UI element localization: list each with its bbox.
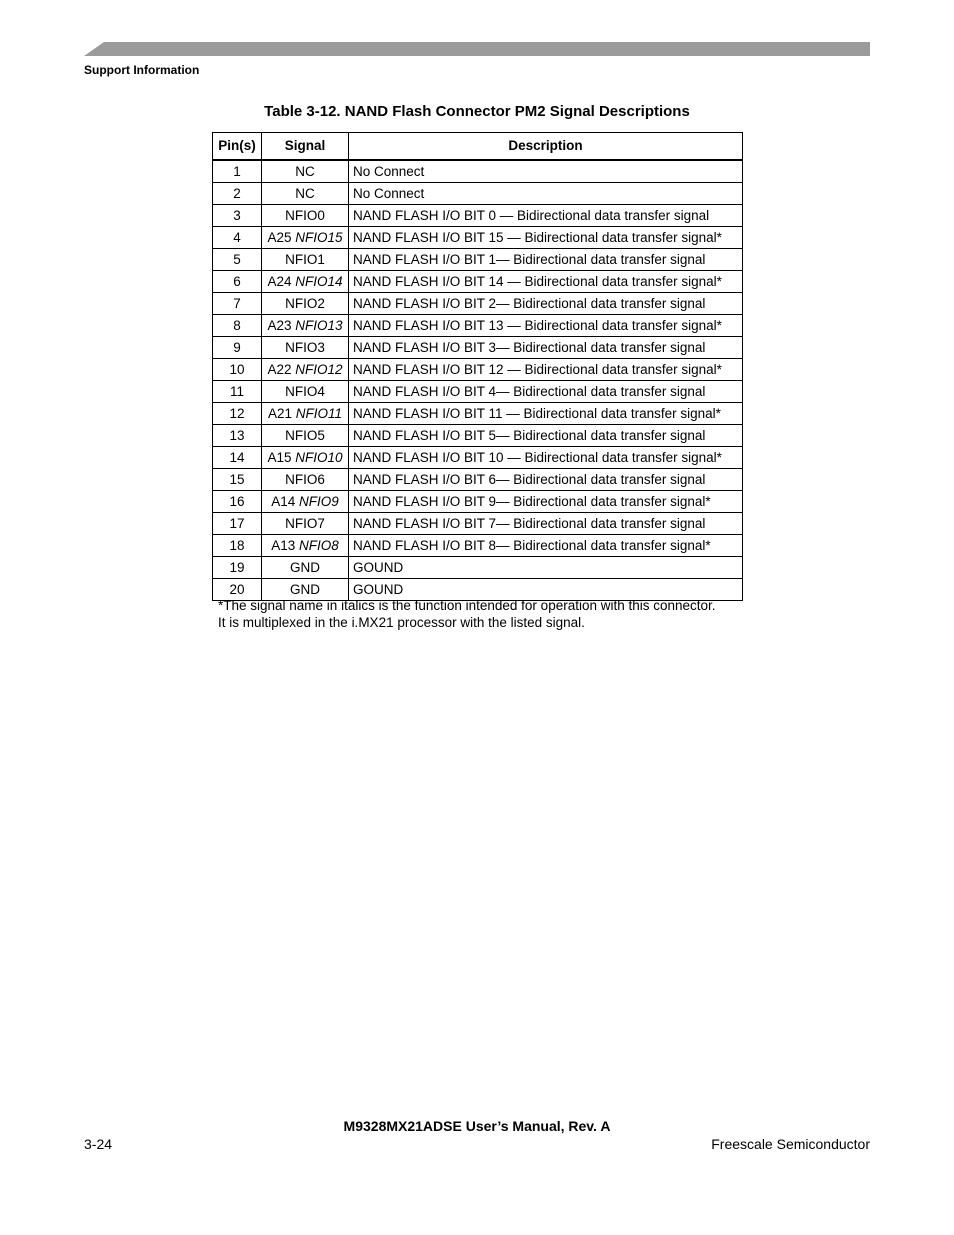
signal-cell [262, 227, 349, 249]
pin-cell: 11 [213, 381, 262, 403]
pin-cell: 5 [213, 249, 262, 271]
description-cell: NAND FLASH I/O BIT 11 — Bidirectional data transfer signal* [349, 403, 743, 425]
description-cell: NAND FLASH I/O BIT 12 — Bidirectional data transfer signal* [349, 359, 743, 381]
description-cell: NAND FLASH I/O BIT 1— Bidirectional data transfer signal [349, 249, 743, 271]
pin-cell: 2 [213, 183, 262, 205]
pin-cell: 13 [213, 425, 262, 447]
table-row [213, 271, 743, 293]
table-row [213, 293, 743, 315]
description-cell: NAND FLASH I/O BIT 9— Bidirectional data transfer signal* [349, 491, 743, 513]
pin-cell: 3 [213, 205, 262, 227]
signal-alt-name: NFIO11 [295, 405, 343, 421]
pin-cell: 12 [213, 403, 262, 425]
signal-cell [262, 491, 349, 513]
section-label: Support Information [84, 63, 200, 77]
pin-cell: 15 [213, 469, 262, 491]
signal-name: NFIO5 [285, 427, 325, 443]
table-row [213, 403, 743, 425]
table-row [213, 359, 743, 381]
table-row [213, 557, 743, 579]
signal-alt-name: NFIO14 [295, 273, 343, 289]
signal-cell [262, 403, 349, 425]
signal-alt-name: NFIO10 [295, 449, 343, 465]
table-row [213, 205, 743, 227]
description-cell: No Connect [349, 160, 743, 183]
signal-cell [262, 271, 349, 293]
footnote-line-1: *The signal name in italics is the function intended for operation with this connector. [218, 598, 716, 613]
table-row [213, 160, 743, 183]
header-bar [84, 42, 870, 56]
pin-cell: 1 [213, 160, 262, 183]
footer-company: Freescale Semiconductor [711, 1136, 870, 1152]
pin-cell: 14 [213, 447, 262, 469]
description-cell: NAND FLASH I/O BIT 8— Bidirectional data transfer signal* [349, 535, 743, 557]
signal-alt-name: NFIO9 [299, 493, 339, 509]
pin-cell: 4 [213, 227, 262, 249]
signal-cell [262, 160, 349, 183]
table-body [213, 160, 743, 601]
table-row [213, 315, 743, 337]
signal-cell [262, 557, 349, 579]
footer-manual-title: M9328MX21ADSE User’s Manual, Rev. A [343, 1118, 611, 1134]
pin-cell: 6 [213, 271, 262, 293]
signal-cell [262, 425, 349, 447]
description-cell: NAND FLASH I/O BIT 3— Bidirectional data transfer signal [349, 337, 743, 359]
table-row [213, 447, 743, 469]
signal-name: NC [295, 185, 315, 201]
footnote-line-2: It is multiplexed in the i.MX21 processor with the listed signal. [218, 615, 585, 630]
description-cell: GOUND [349, 579, 743, 601]
signal-cell [262, 293, 349, 315]
table-row [213, 425, 743, 447]
signal-cell [262, 447, 349, 469]
table-row [213, 535, 743, 557]
signal-alt-name: NFIO15 [295, 229, 343, 245]
signal-name: NFIO7 [285, 515, 325, 531]
signal-name: A24 [267, 273, 292, 289]
signal-name: A23 [267, 317, 292, 333]
signal-name: A25 [267, 229, 292, 245]
table-row [213, 381, 743, 403]
description-cell: NAND FLASH I/O BIT 7— Bidirectional data transfer signal [349, 513, 743, 535]
description-cell: No Connect [349, 183, 743, 205]
pin-cell: 16 [213, 491, 262, 513]
signal-name: A14 [271, 493, 296, 509]
pin-cell: 19 [213, 557, 262, 579]
signal-cell [262, 535, 349, 557]
signal-name: NFIO1 [285, 251, 325, 267]
signal-name: NFIO2 [285, 295, 325, 311]
pin-cell: 17 [213, 513, 262, 535]
signal-name: NFIO6 [285, 471, 325, 487]
column-header-pins: Pin(s) [213, 133, 262, 161]
signal-name: A21 [267, 405, 292, 421]
signal-name: NC [295, 163, 315, 179]
signal-name: NFIO4 [285, 383, 325, 399]
column-header-description: Description [349, 133, 743, 161]
signal-table [212, 132, 743, 601]
signal-name: A13 [271, 537, 296, 553]
table-row [213, 469, 743, 491]
signal-cell [262, 249, 349, 271]
table-row [213, 183, 743, 205]
table-row [213, 513, 743, 535]
signal-name: A15 [267, 449, 292, 465]
page-number: 3-24 [84, 1136, 113, 1152]
table-row [213, 227, 743, 249]
signal-alt-name: NFIO13 [295, 317, 343, 333]
pin-cell: 9 [213, 337, 262, 359]
signal-cell [262, 381, 349, 403]
table-footnote [218, 597, 742, 631]
signal-alt-name: NFIO8 [299, 537, 339, 553]
signal-name: NFIO3 [285, 339, 325, 355]
pin-cell: 18 [213, 535, 262, 557]
signal-cell [262, 315, 349, 337]
pin-cell: 20 [213, 579, 262, 601]
signal-name: NFIO0 [285, 207, 325, 223]
signal-cell [262, 469, 349, 491]
signal-cell [262, 337, 349, 359]
description-cell: GOUND [349, 557, 743, 579]
signal-cell [262, 513, 349, 535]
description-cell: NAND FLASH I/O BIT 15 — Bidirectional data transfer signal* [349, 227, 743, 249]
description-cell: NAND FLASH I/O BIT 5— Bidirectional data transfer signal [349, 425, 743, 447]
pin-cell: 7 [213, 293, 262, 315]
description-cell: NAND FLASH I/O BIT 13 — Bidirectional data transfer signal* [349, 315, 743, 337]
table-row [213, 249, 743, 271]
signal-name: A22 [267, 361, 292, 377]
description-cell: NAND FLASH I/O BIT 2— Bidirectional data transfer signal [349, 293, 743, 315]
signal-alt-name: NFIO12 [295, 361, 343, 377]
table-row [213, 337, 743, 359]
description-cell: NAND FLASH I/O BIT 14 — Bidirectional data transfer signal* [349, 271, 743, 293]
pin-cell: 8 [213, 315, 262, 337]
description-cell: NAND FLASH I/O BIT 10 — Bidirectional data transfer signal* [349, 447, 743, 469]
column-header-signal: Signal [262, 133, 349, 161]
signal-cell [262, 183, 349, 205]
signal-cell [262, 205, 349, 227]
pin-cell: 10 [213, 359, 262, 381]
signal-cell [262, 359, 349, 381]
description-cell: NAND FLASH I/O BIT 0 — Bidirectional data transfer signal [349, 205, 743, 227]
signal-name: GND [290, 581, 320, 597]
signal-name: GND [290, 559, 320, 575]
table-row [213, 491, 743, 513]
description-cell: NAND FLASH I/O BIT 4— Bidirectional data transfer signal [349, 381, 743, 403]
description-cell: NAND FLASH I/O BIT 6— Bidirectional data transfer signal [349, 469, 743, 491]
table-header-row [213, 133, 743, 161]
table-title: Table 3-12. NAND Flash Connector PM2 Signal Descriptions [264, 103, 690, 120]
